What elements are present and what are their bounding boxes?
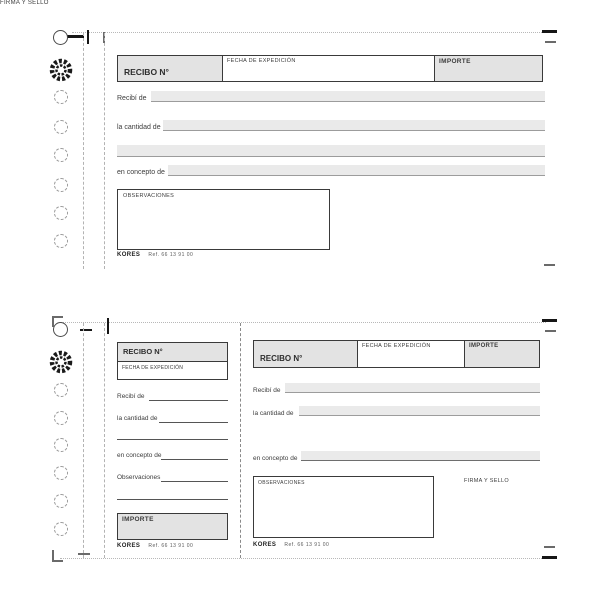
stub-concepto-label: en concepto de xyxy=(117,452,162,459)
concepto-writing-bar xyxy=(168,165,545,176)
recibo-number-label: RECIBO N° xyxy=(260,354,303,363)
cantidad-writing-bar xyxy=(163,120,545,131)
main-section xyxy=(0,300,600,600)
pin-feed-hole-icon xyxy=(54,206,68,220)
registration-mark xyxy=(542,30,557,33)
fecha-expedicion-label: FECHA DE EXPEDICIÓN xyxy=(227,58,296,64)
stub-cantidad-label: la cantidad de xyxy=(117,415,158,422)
observaciones-label: OBSERVACIONES xyxy=(123,193,175,199)
pin-feed-hole-icon xyxy=(54,178,68,192)
brand-logo: KORES xyxy=(117,252,141,258)
ref-number: Ref. 66 13 91 00 xyxy=(148,543,194,549)
brand-logo: KORES xyxy=(253,542,277,548)
registration-mark xyxy=(544,264,555,266)
concepto-label: en concepto de xyxy=(253,455,298,462)
recibi-de-label: Recibí de xyxy=(253,387,281,394)
pin-feed-hole-icon xyxy=(54,148,68,162)
cantidad-label: la cantidad de xyxy=(253,410,294,417)
stub-observaciones-label: Observaciones xyxy=(117,474,161,481)
observaciones-box xyxy=(253,476,434,538)
fecha-expedicion-box xyxy=(357,340,465,368)
pin-feed-hole-icon xyxy=(53,30,68,45)
pin-feed-hole-icon xyxy=(54,234,68,248)
security-punch-icon xyxy=(49,58,73,82)
tractor-feed-strip xyxy=(46,28,108,272)
recibo-number-box xyxy=(253,340,358,368)
firma-y-sello-label: FIRMA Y SELLO xyxy=(464,478,509,484)
importe-label: IMPORTE xyxy=(439,58,471,65)
stub-recibo-label: RECIBO N° xyxy=(123,347,163,356)
registration-mark xyxy=(545,41,556,43)
recibi-de-writing-bar xyxy=(151,91,545,102)
concepto-label: en concepto de xyxy=(117,169,165,176)
pin-feed-hole-icon xyxy=(54,90,68,104)
tear-line xyxy=(104,33,105,269)
fecha-expedicion-box xyxy=(222,55,435,82)
observaciones-box xyxy=(117,189,330,250)
recibo-number-label: RECIBO N° xyxy=(124,67,169,77)
importe-box xyxy=(434,55,543,82)
stub-importe-label: IMPORTE xyxy=(122,516,154,523)
brand-logo: KORES xyxy=(117,543,141,549)
perforation-line xyxy=(72,32,546,33)
observaciones-label: OBSERVACIONES xyxy=(258,480,305,486)
recibi-de-writing-bar xyxy=(285,383,540,393)
pin-feed-hole-icon xyxy=(54,120,68,134)
amount-writing-bar xyxy=(117,145,545,157)
tear-line xyxy=(83,33,84,269)
form-footer xyxy=(253,542,329,548)
importe-box xyxy=(464,340,540,368)
stub-fecha-label: FECHA DE EXPEDICIÓN xyxy=(122,365,184,371)
ref-number: Ref. 66 13 91 00 xyxy=(148,252,194,258)
bottom-receipt-sheet xyxy=(0,300,600,600)
concepto-writing-bar xyxy=(301,451,540,461)
recibi-de-label: Recibí de xyxy=(117,95,147,102)
stub-recibi-label: Recibí de xyxy=(117,393,145,400)
importe-label: IMPORTE xyxy=(469,343,499,349)
firma-y-sello-label: FIRMA Y SELLO xyxy=(0,0,49,6)
recibo-number-box xyxy=(117,55,223,82)
fecha-expedicion-label: FECHA DE EXPEDICIÓN xyxy=(362,343,431,349)
cantidad-writing-bar xyxy=(299,406,540,416)
cantidad-label: la cantidad de xyxy=(117,124,161,131)
form-footer xyxy=(117,252,193,258)
ref-number: Ref. 66 13 91 00 xyxy=(284,542,330,548)
